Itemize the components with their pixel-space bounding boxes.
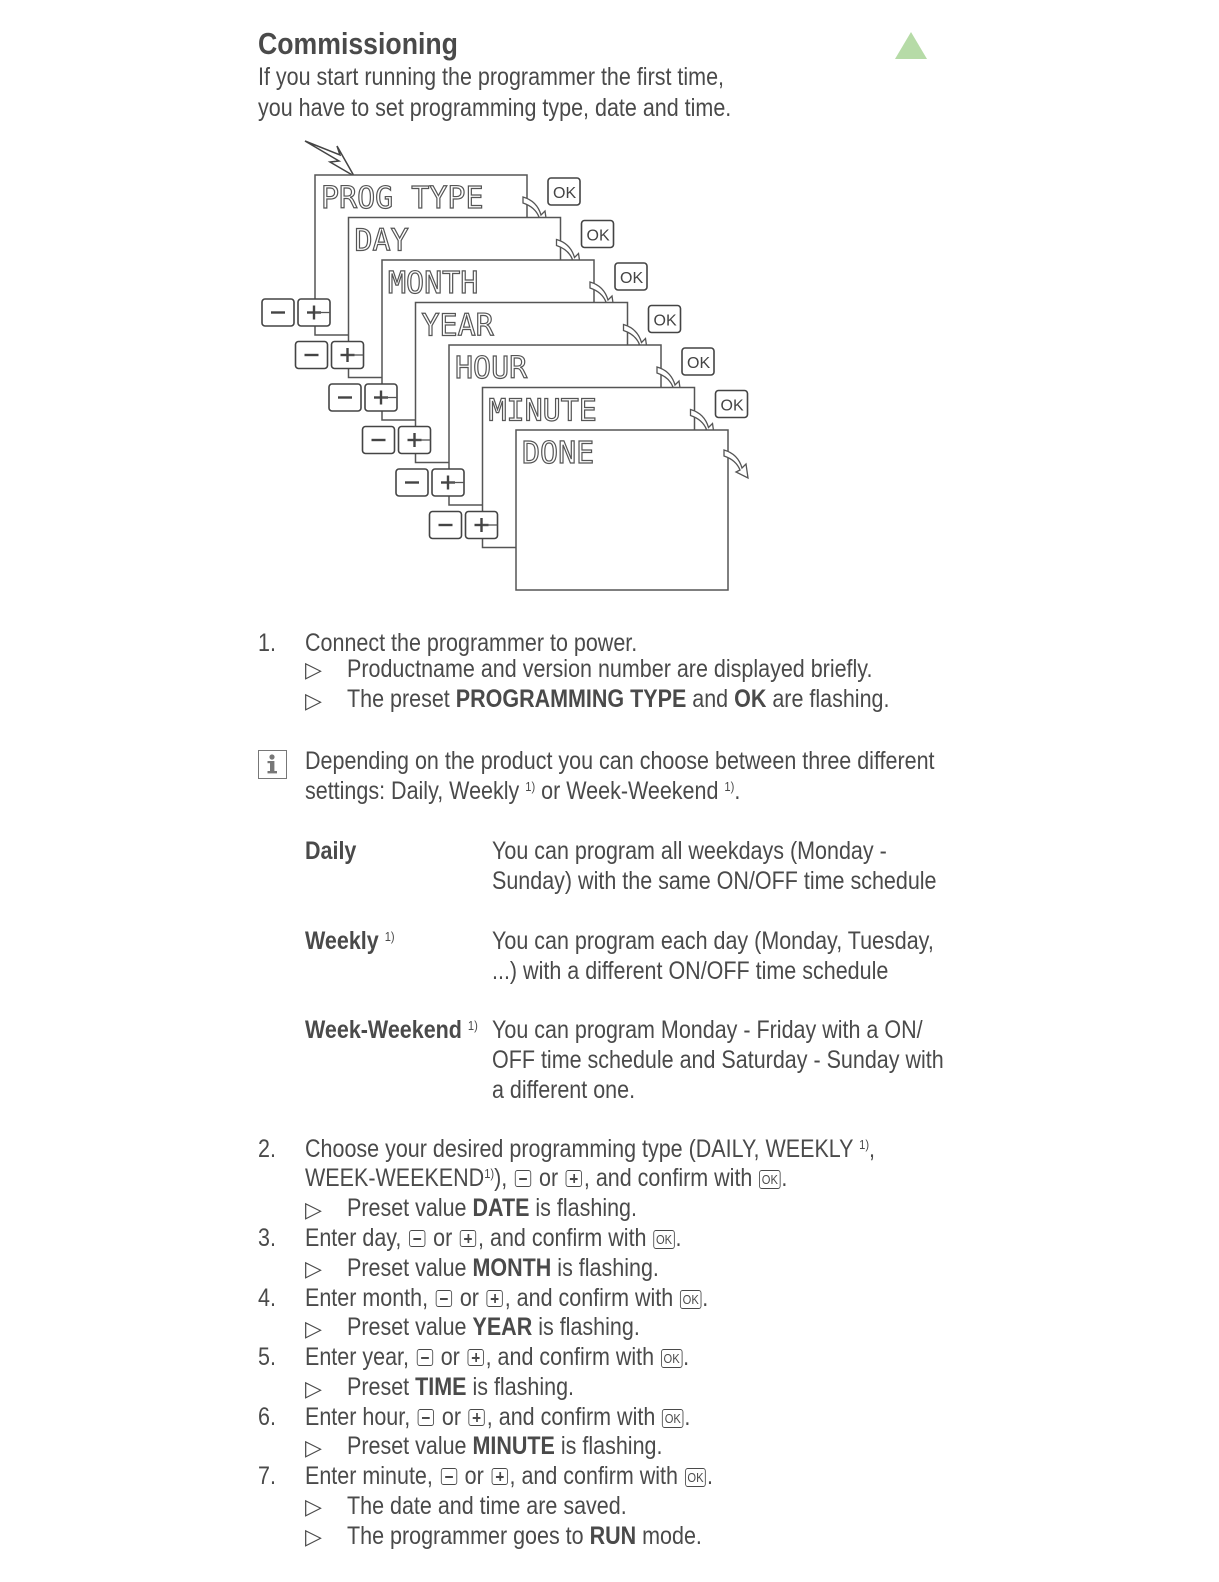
step-7-text: Enter minute, or , and confirm with OK . <box>305 1462 713 1490</box>
step-3-result: Preset value MONTH is flashing. <box>347 1254 659 1282</box>
step-1-text: Connect the programmer to power. <box>305 629 638 657</box>
result-arrow-icon: ▷ <box>305 688 322 713</box>
info-line-2: settings: Daily, Weekly $^{1)}$ or Week-Weekend $^{1)}$. <box>305 777 741 805</box>
type-ww-desc-2: OFF time schedule and Saturday - Sunday with <box>492 1046 944 1074</box>
type-ww-desc-1: You can program Monday - Friday with a ON/ <box>492 1016 923 1044</box>
screen-label-done: DONE <box>522 436 595 471</box>
result-arrow-icon: ▷ <box>305 1524 322 1549</box>
entry-arrow-icon <box>305 141 354 176</box>
type-label-weekly: Weekly $^{1)}$ <box>305 927 395 955</box>
screen-label-year: YEAR <box>421 308 494 344</box>
minus-key-icon <box>409 1230 425 1247</box>
result-arrow-icon: ▷ <box>305 1376 322 1401</box>
info-line-1: Depending on the product you can choose between three different <box>305 747 935 775</box>
step-number-1: 1. <box>258 629 276 657</box>
screen-label-day: DAY <box>354 223 409 259</box>
step-1-result-2: The preset PROGRAMMING TYPE and OK are flashing. <box>347 685 890 713</box>
screen-label-hour: HOUR <box>455 351 528 386</box>
ok-key-icon: OK <box>661 1349 682 1368</box>
ok-button-label: OK <box>620 270 644 287</box>
commissioning-flow-diagram <box>0 0 1219 600</box>
result-arrow-icon: ▷ <box>305 1256 322 1281</box>
result-arrow-icon: ▷ <box>305 1494 322 1519</box>
plus-key-icon <box>469 1409 485 1426</box>
step-3-text: Enter day, or , and confirm with OK . <box>305 1224 682 1252</box>
step-6-text: Enter hour, or , and confirm with OK . <box>305 1403 691 1431</box>
ok-button-label: OK <box>720 397 744 415</box>
type-weekly-desc-1: You can program each day (Monday, Tuesday, <box>492 927 934 955</box>
ok-key-icon: OK <box>680 1290 701 1309</box>
type-weekly-desc-2: ...) with a different ON/OFF time schedule <box>492 957 889 985</box>
ok-button-label: OK <box>687 355 711 372</box>
step-5-text: Enter year, or , and confirm with OK . <box>305 1343 690 1371</box>
step-5-result: Preset TIME is flashing. <box>347 1373 575 1401</box>
plus-key-icon <box>468 1349 484 1366</box>
step-number-5: 5. <box>258 1343 276 1371</box>
step-number-7: 7. <box>258 1462 276 1490</box>
type-label-daily: Daily <box>305 837 357 865</box>
screen-label-prog-type: PROG TYPE <box>321 181 484 216</box>
minus-key-icon <box>436 1290 452 1307</box>
minus-key-icon <box>418 1409 434 1426</box>
plus-key-icon <box>487 1290 503 1307</box>
result-arrow-icon: ▷ <box>305 1316 322 1341</box>
step-number-2: 2. <box>258 1135 276 1163</box>
step-2-line-2: WEEK-WEEKEND$^{1)}$), or , and confirm with OK . <box>305 1164 788 1192</box>
plus-key-icon <box>491 1468 507 1485</box>
minus-key-icon <box>441 1468 457 1485</box>
type-label-week-weekend: Week-Weekend $^{1)}$ <box>305 1016 478 1044</box>
ok-button-label: OK <box>586 227 610 245</box>
ok-key-icon: OK <box>653 1230 674 1249</box>
step-4-result: Preset value YEAR is flashing. <box>347 1313 640 1341</box>
step-number-3: 3. <box>258 1224 276 1252</box>
result-arrow-icon: ▷ <box>305 1197 322 1222</box>
step-6-result: Preset value MINUTE is flashing. <box>347 1432 663 1460</box>
ok-button-label: OK <box>653 312 677 330</box>
info-icon <box>258 750 287 779</box>
page-title: Commissioning <box>258 26 458 61</box>
type-ww-desc-3: a different one. <box>492 1076 636 1104</box>
ok-key-icon: OK <box>759 1170 780 1189</box>
step-4-text: Enter month, or , and confirm with OK . <box>305 1284 709 1312</box>
type-daily-desc-1: You can program all weekdays (Monday - <box>492 837 887 865</box>
step-7-result-1: The date and time are saved. <box>347 1492 627 1520</box>
ok-key-icon: OK <box>685 1468 706 1487</box>
step-number-4: 4. <box>258 1284 276 1312</box>
intro-line-1: If you start running the programmer the first time, <box>258 63 725 91</box>
minus-key-icon <box>515 1170 531 1187</box>
minus-key-icon <box>417 1349 433 1366</box>
step-7-result-2: The programmer goes to RUN mode. <box>347 1522 702 1550</box>
result-arrow-icon: ▷ <box>305 657 322 682</box>
screen-label-month: MONTH <box>388 266 479 301</box>
result-arrow-icon: ▷ <box>305 1435 322 1460</box>
step-number-6: 6. <box>258 1403 276 1431</box>
intro-line-2: you have to set programming type, date and time. <box>258 94 732 122</box>
step-1-result-1: Productname and version number are displayed briefly. <box>347 655 873 683</box>
plus-key-icon <box>566 1170 582 1187</box>
screen-label-minute: MINUTE <box>488 393 597 429</box>
ok-key-icon: OK <box>662 1409 683 1428</box>
type-daily-desc-2: Sunday) with the same ON/OFF time schedule <box>492 867 937 895</box>
plus-key-icon <box>460 1230 476 1247</box>
ok-button-label: OK <box>553 185 577 202</box>
step-2-result: Preset value DATE is flashing. <box>347 1194 637 1222</box>
step-2-line-1: Choose your desired programming type (DAILY, WEEKLY $^{1)}$, <box>305 1135 876 1163</box>
